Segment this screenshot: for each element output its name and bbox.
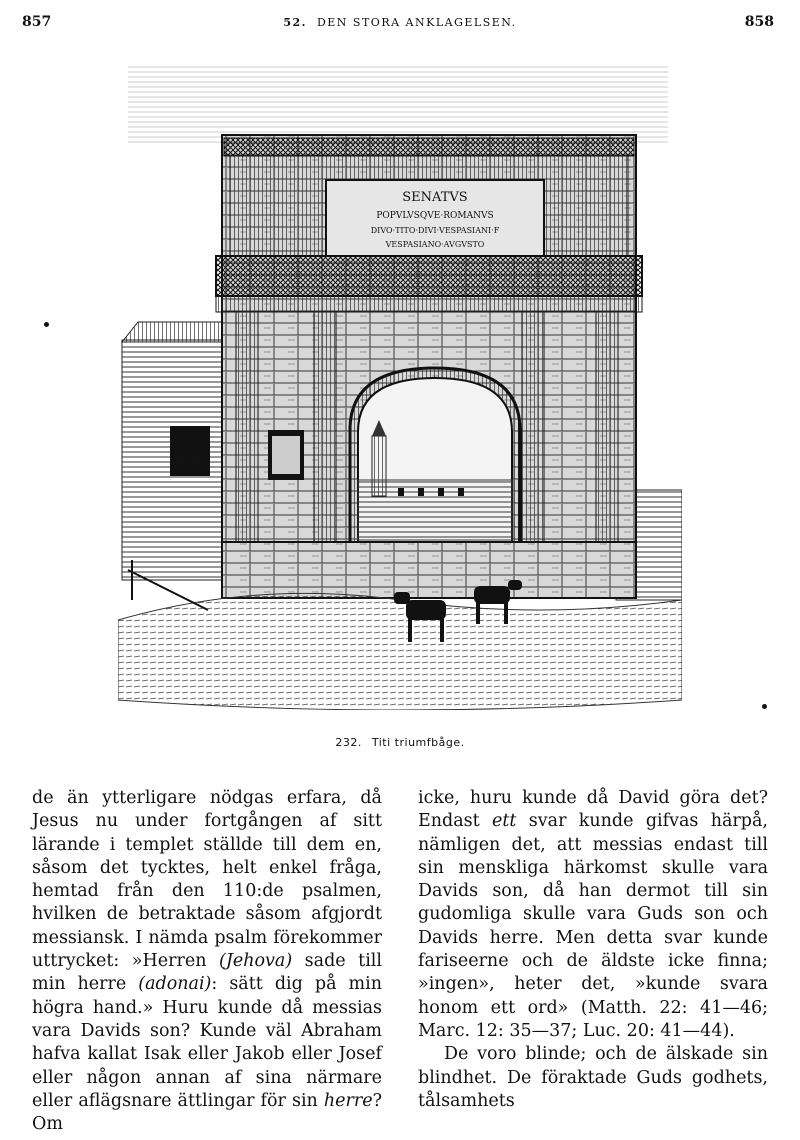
engraving-arch-of-titus [118, 60, 682, 710]
inscription-line-4: VESPASIANO·AVGVSTO [385, 240, 485, 249]
figure-caption [0, 736, 800, 749]
running-header [0, 16, 800, 29]
caption-number: 232. [335, 736, 362, 749]
ink-speck [44, 322, 49, 327]
chapter-title: DEN STORA ANKLAGELSEN. [316, 16, 517, 29]
inscription-line-3: DIVO·TITO·DIVI·VESPASIANI·F [370, 226, 500, 235]
ink-speck [762, 704, 767, 709]
inscription-line-2: POPVLVSQVE·ROMANVS [376, 211, 494, 221]
caption-text: Titi triumfbåge. [371, 736, 465, 749]
page-number-right: 858 [744, 14, 774, 30]
paragraph: icke, huru kunde då David göra det? Endast ett svar kunde gifvas härpå, nämligen det, att messias endast till sin menskliga härkomst skulle vara Davids son, då han dermot till sin gudomliga skulle vara Guds son och Davids herre. Men detta svar kunde fariseerne och de äldste icke finna; »ingen», heter det, »kunde svara honom ett ord» (Matth. 22: 41—46; Marc. 12: 35—37; Luc. 20: 41—44). [418, 788, 768, 1041]
text-column-right [418, 787, 768, 1113]
chapter-number: 52. [283, 16, 307, 29]
paragraph: De voro blinde; och de älskade sin blindhet. De föraktade Guds godhets, tålsamhets [418, 1044, 768, 1111]
inscription-line-1: SENATVS [402, 190, 468, 205]
page-number-left: 857 [22, 14, 52, 30]
text-column-left [32, 787, 382, 1136]
paragraph: de än ytterligare nödgas erfara, då Jesus nu under fortgången af sitt lärande i templet ställde till dem en, såsom det tycktes, helt enkel fråga, hemtad från den 110:de psalmen, hvilken de betraktade såsom afgjordt messiansk. I nämda psalm förekommer uttrycket: »Herren (Jehova) sade till min herre (adonai): sätt dig på min högra hand.» Huru kunde då messias vara Davids son? Kunde väl Abraham hafva kallat Isak eller Jakob eller Josef eller någon annan af sina närmare eller aflägsnare ättlingar för sin herre? Om [32, 788, 382, 1135]
